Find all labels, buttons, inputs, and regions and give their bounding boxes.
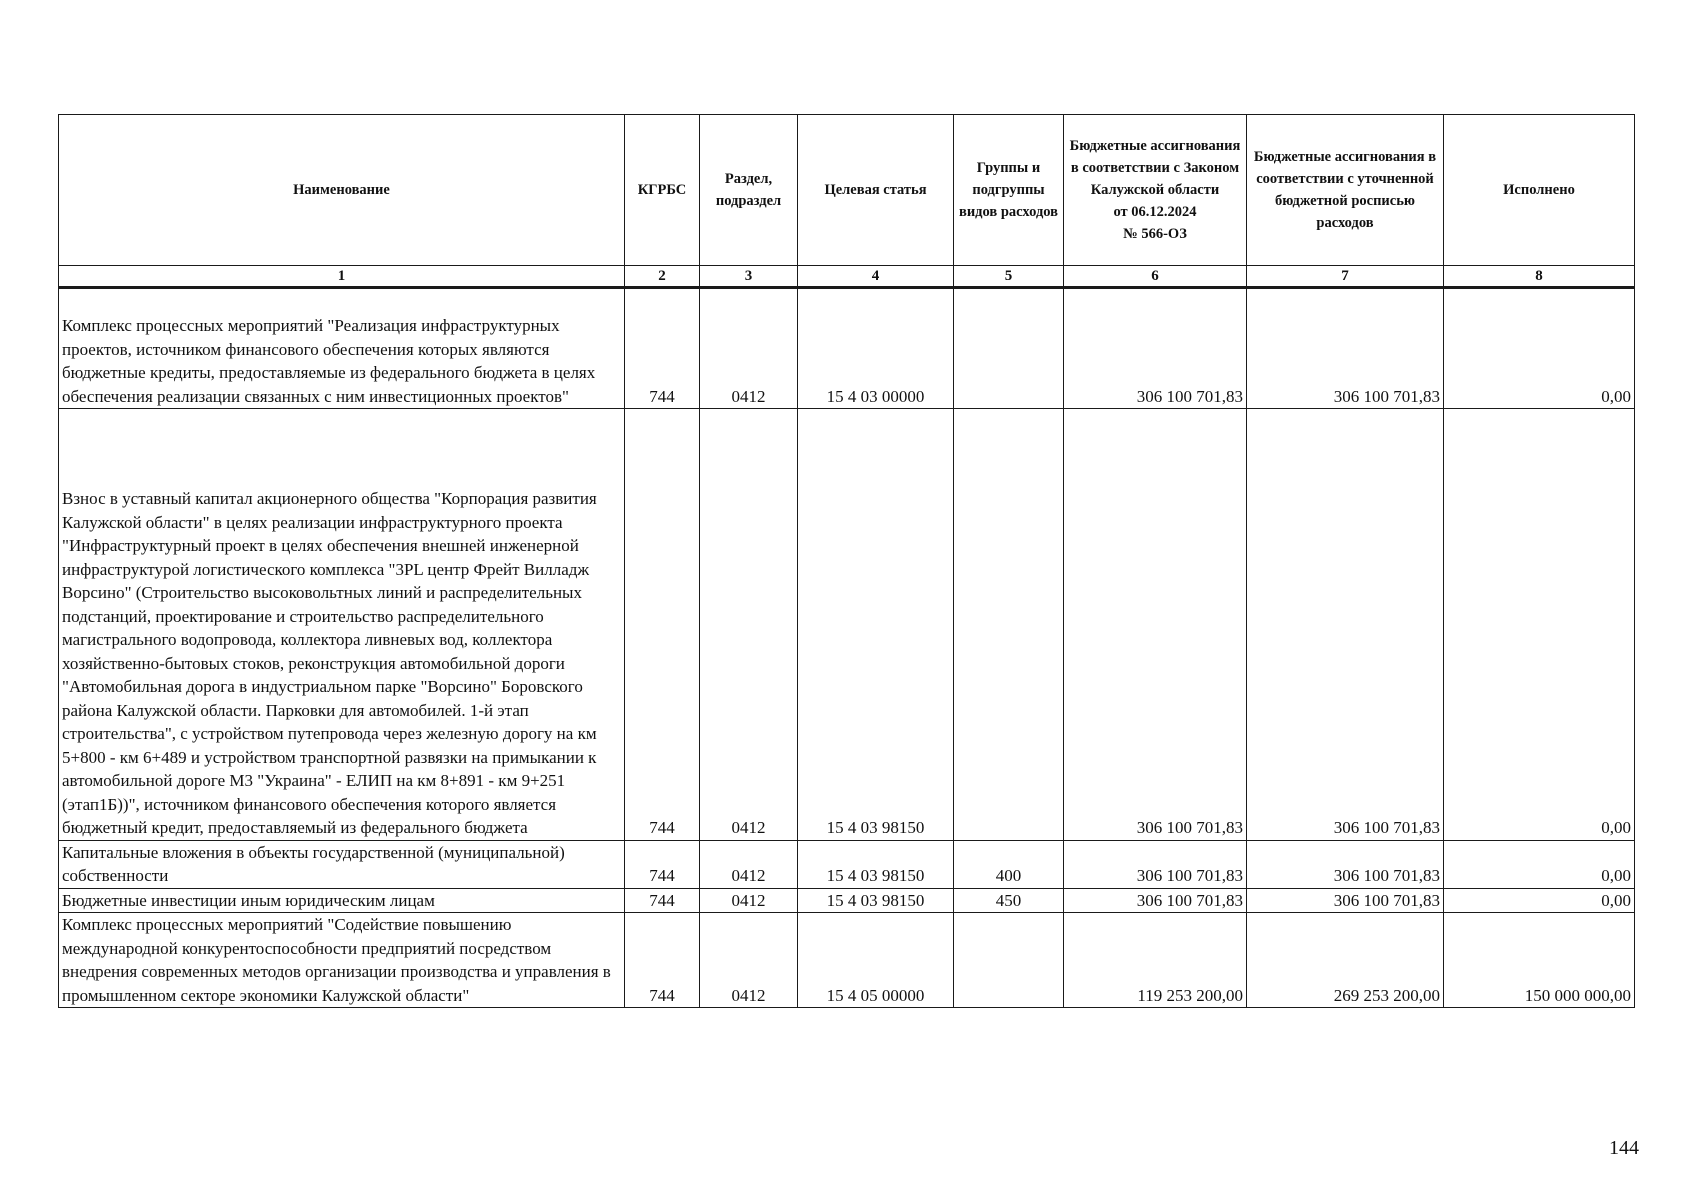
row-name: Бюджетные инвестиции иным юридическим лицам bbox=[59, 888, 625, 913]
row-group bbox=[954, 288, 1064, 409]
row-target: 15 4 03 00000 bbox=[798, 288, 954, 409]
column-number: 3 bbox=[700, 266, 798, 288]
header-executed: Исполнено bbox=[1444, 115, 1635, 266]
column-number: 1 bbox=[59, 266, 625, 288]
column-number: 7 bbox=[1247, 266, 1444, 288]
row-name: Взнос в уставный капитал акционерного общества "Корпорация развития Калужской области" в целях реализации инфраструктурного проекта "Инфраструктурный проект в целях обеспечения внешней инженерной инфраструктурой логистического комплекса "3PL центр Фрейт Вилладж Ворсино" (Строительство высоковольтных линий и распределительных подстанций, проектирование и строительство распределительного магистрального водопровода, коллектора ливневых вод, коллектора хозяйственно-бытовых стоков, реконструкция автомобильной дороги "Автомобильная дорога в индустриальном парке "Ворсино" Боровского района Калужской области. Парковки для автомобилей. 1-й этап строительства", с устройством путепровода через железную дорогу на км 5+800 - км 6+489 и устройством транспортной развязки на примыкании к автомобильной дороге М3 "Украина" - ЕЛИП на км 8+891 - км 9+251 (этап1Б))", источником финансового обеспечения которого является бюджетный кредит, предоставляемый из федерального бюджета bbox=[59, 409, 625, 841]
row-section: 0412 bbox=[700, 840, 798, 888]
table-row bbox=[59, 888, 1635, 913]
table-row bbox=[59, 288, 1635, 409]
row-refined: 306 100 701,83 bbox=[1247, 409, 1444, 841]
header-law bbox=[1064, 115, 1247, 266]
header-law-line1: Бюджетные ассигнования в соответствии с Законом Калужской области bbox=[1069, 138, 1241, 198]
header-refined: Бюджетные ассигнования в соответствии с уточненной бюджетной росписью расходов bbox=[1247, 115, 1444, 266]
row-target: 15 4 03 98150 bbox=[798, 840, 954, 888]
table-row bbox=[59, 409, 1635, 841]
row-section: 0412 bbox=[700, 913, 798, 1008]
row-executed: 0,00 bbox=[1444, 288, 1635, 409]
budget-table bbox=[58, 114, 1635, 1008]
header-name: Наименование bbox=[59, 115, 625, 266]
row-executed: 0,00 bbox=[1444, 409, 1635, 841]
row-group bbox=[954, 913, 1064, 1008]
row-law: 119 253 200,00 bbox=[1064, 913, 1247, 1008]
row-name: Комплекс процессных мероприятий "Реализация инфраструктурных проектов, источником финансового обеспечения которых являются бюджетные кредиты, предоставляемые из федерального бюджета в целях обеспечения реализации связанных с ним инвестиционных проектов" bbox=[59, 288, 625, 409]
page-number: 144 bbox=[1609, 1137, 1639, 1159]
row-section: 0412 bbox=[700, 288, 798, 409]
row-target: 15 4 03 98150 bbox=[798, 888, 954, 913]
row-executed: 150 000 000,00 bbox=[1444, 913, 1635, 1008]
header-law-line2: от 06.12.2024 bbox=[1113, 204, 1197, 220]
column-number-row bbox=[59, 266, 1635, 288]
row-group: 400 bbox=[954, 840, 1064, 888]
row-kgrbs: 744 bbox=[625, 913, 700, 1008]
row-refined: 306 100 701,83 bbox=[1247, 288, 1444, 409]
column-number: 4 bbox=[798, 266, 954, 288]
table-row bbox=[59, 840, 1635, 888]
column-number: 6 bbox=[1064, 266, 1247, 288]
row-executed: 0,00 bbox=[1444, 840, 1635, 888]
row-section: 0412 bbox=[700, 409, 798, 841]
row-refined: 269 253 200,00 bbox=[1247, 913, 1444, 1008]
row-kgrbs: 744 bbox=[625, 888, 700, 913]
row-target: 15 4 03 98150 bbox=[798, 409, 954, 841]
column-number: 8 bbox=[1444, 266, 1635, 288]
row-kgrbs: 744 bbox=[625, 288, 700, 409]
row-law: 306 100 701,83 bbox=[1064, 409, 1247, 841]
table-header-row bbox=[59, 115, 1635, 266]
row-executed: 0,00 bbox=[1444, 888, 1635, 913]
row-law: 306 100 701,83 bbox=[1064, 840, 1247, 888]
row-refined: 306 100 701,83 bbox=[1247, 840, 1444, 888]
row-refined: 306 100 701,83 bbox=[1247, 888, 1444, 913]
row-law: 306 100 701,83 bbox=[1064, 288, 1247, 409]
header-section: Раздел, подраздел bbox=[700, 115, 798, 266]
row-name: Комплекс процессных мероприятий "Содействие повышению международной конкурентоспособности предприятий посредством внедрения современных методов организации производства и управления в промышленном секторе экономики Калужской области" bbox=[59, 913, 625, 1008]
row-group bbox=[954, 409, 1064, 841]
row-name: Капитальные вложения в объекты государственной (муниципальной) собственности bbox=[59, 840, 625, 888]
column-number: 2 bbox=[625, 266, 700, 288]
header-law-line3: № 566-ОЗ bbox=[1123, 226, 1187, 242]
table-row bbox=[59, 913, 1635, 1008]
row-section: 0412 bbox=[700, 888, 798, 913]
header-groups: Группы и подгруппы видов расходов bbox=[954, 115, 1064, 266]
column-number: 5 bbox=[954, 266, 1064, 288]
row-group: 450 bbox=[954, 888, 1064, 913]
row-target: 15 4 05 00000 bbox=[798, 913, 954, 1008]
row-kgrbs: 744 bbox=[625, 840, 700, 888]
header-kgrbs: КГРБС bbox=[625, 115, 700, 266]
header-target: Целевая статья bbox=[798, 115, 954, 266]
row-law: 306 100 701,83 bbox=[1064, 888, 1247, 913]
row-kgrbs: 744 bbox=[625, 409, 700, 841]
